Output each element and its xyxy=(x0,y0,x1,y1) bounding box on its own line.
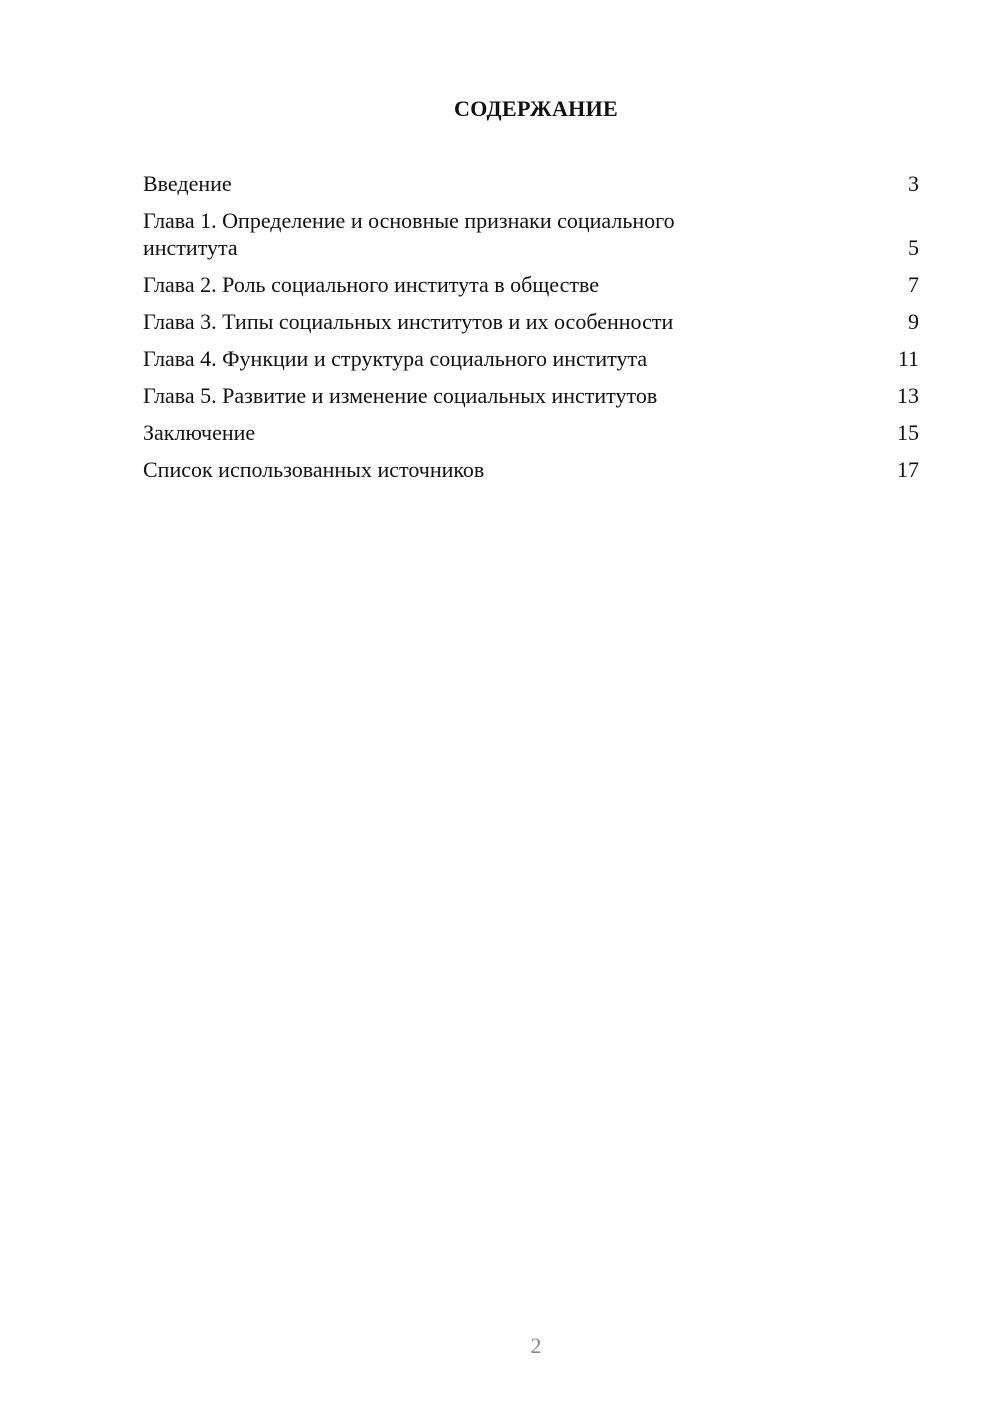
toc-entry-chapter-3 xyxy=(143,308,919,335)
page-title: СОДЕРЖАНИЕ xyxy=(454,96,618,121)
toc-entry-title: Введение xyxy=(143,171,232,196)
toc-entry-page: 5 xyxy=(908,235,919,260)
toc-entry-chapter-1 xyxy=(143,207,919,261)
toc-entry-conclusion xyxy=(143,419,919,446)
toc-entry-page: 15 xyxy=(897,420,919,445)
toc-entry-title: Список использованных источников xyxy=(143,457,485,482)
toc-entry-title: Глава 4. Функции и структура социального института xyxy=(143,346,648,371)
toc-entry-chapter-5 xyxy=(143,382,919,409)
toc-entry-page: 9 xyxy=(908,309,919,334)
toc-entry-page: 13 xyxy=(897,383,919,408)
toc-entry-page: 7 xyxy=(908,272,919,297)
toc-entry-introduction xyxy=(143,170,919,197)
toc-entry-title: Глава 3. Типы социальных институтов и их особенности xyxy=(143,309,674,334)
toc-entry-title: Заключение xyxy=(143,420,256,445)
toc-entry-chapter-4 xyxy=(143,345,919,372)
toc-entry-title: Глава 2. Роль социального института в обществе xyxy=(143,272,600,297)
toc-entry-title: Глава 5. Развитие и изменение социальных институтов xyxy=(143,383,658,408)
toc-entry-title: Глава 1. Определение и основные признаки социального института xyxy=(143,208,675,260)
toc-entry-references xyxy=(143,456,919,483)
toc-entry-page: 17 xyxy=(897,457,919,482)
toc-entry-chapter-2 xyxy=(143,271,919,298)
toc-entry-page: 11 xyxy=(897,346,919,371)
table-of-contents xyxy=(143,170,919,493)
toc-entry-page: 3 xyxy=(908,171,919,196)
page-number: 2 xyxy=(530,1333,542,1358)
